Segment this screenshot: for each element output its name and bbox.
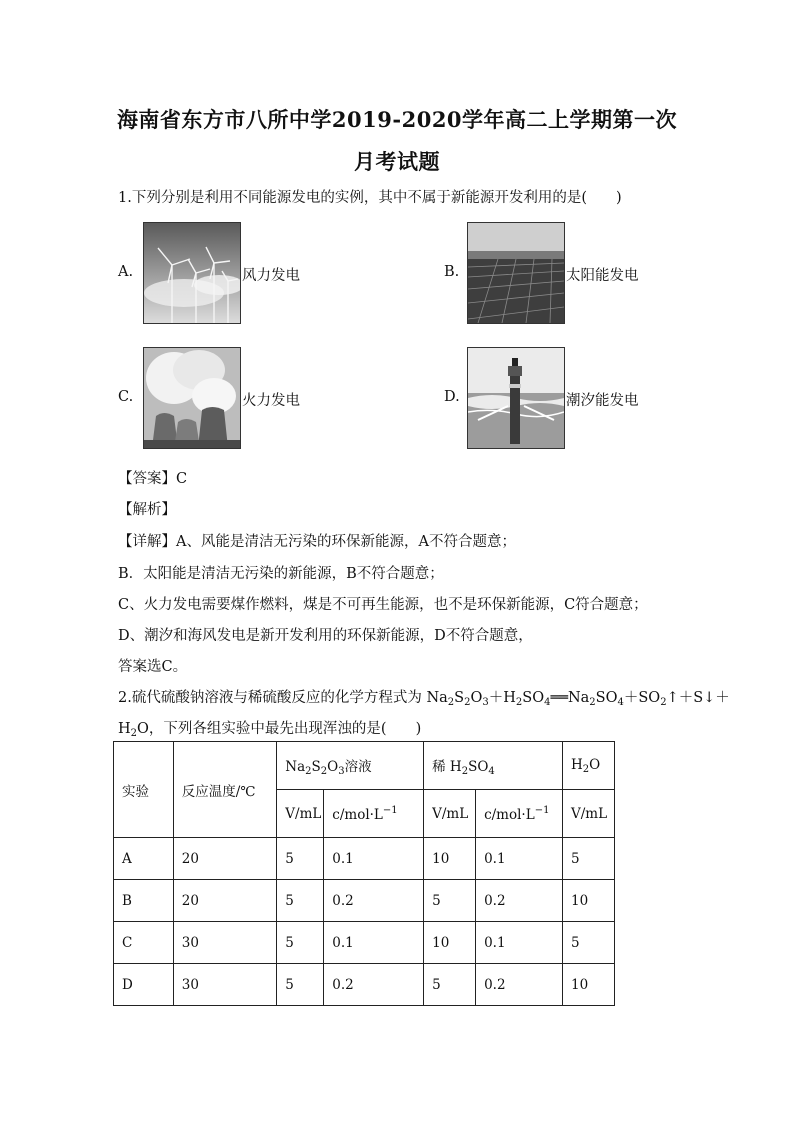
conc-unit-exponent: −1 [382, 804, 398, 816]
cell-water-volume: 5 [563, 922, 615, 964]
q1-option-d-label: 潮汐能发电 [566, 393, 639, 409]
conc-unit: c/mol·L [332, 806, 383, 823]
table-row [114, 838, 615, 880]
tidal-tower-image [467, 347, 565, 449]
cell-h2so4-conc: 0.2 [476, 880, 563, 922]
cell-h2so4-volume: 10 [424, 922, 476, 964]
page-title-line2: 月考试题 [354, 149, 440, 174]
header-concentration [476, 790, 563, 838]
solar-panels-image [467, 222, 565, 324]
q1-stem: 1.下列分别是利用不同能源发电的实例，其中不属于新能源开发利用的是( ) [118, 190, 622, 206]
cell-water-volume: 10 [563, 880, 615, 922]
q1-analysis-line: D、潮汐和海风发电是新开发利用的环保新能源，D不符合题意， [118, 628, 533, 644]
header-concentration [324, 790, 424, 838]
cell-experiment: A [114, 838, 174, 880]
wind-turbines-image [143, 222, 241, 324]
q1-analysis-line: 答案选C。 [118, 659, 188, 675]
cell-na2s2o3-conc: 0.2 [324, 880, 424, 922]
q2-stem-line2 [118, 717, 421, 739]
cell-na2s2o3-conc: 0.2 [324, 964, 424, 1006]
cell-temperature: 30 [173, 964, 277, 1006]
cell-h2so4-conc: 0.1 [476, 838, 563, 880]
conc-unit: c/mol·L [484, 806, 535, 823]
cell-h2so4-volume: 10 [424, 838, 476, 880]
conc-unit-exponent: −1 [534, 804, 550, 816]
cell-na2s2o3-conc: 0.1 [324, 922, 424, 964]
cell-h2so4-volume: 5 [424, 880, 476, 922]
cell-h2so4-volume: 5 [424, 964, 476, 1006]
table-row [114, 922, 615, 964]
q1-option-d-letter: D. [444, 389, 460, 405]
header-dilute-h2so4: 稀 $H_2SO_4$ [424, 742, 563, 790]
cell-na2s2o3-volume: 5 [277, 838, 324, 880]
cell-h2so4-conc: 0.2 [476, 964, 563, 1006]
q1-option-a-label: 风力发电 [242, 268, 300, 284]
cell-na2s2o3-conc: 0.1 [324, 838, 424, 880]
header-experiment: 实验 [114, 742, 174, 838]
q1-analysis-line: 【详解】A、风能是清洁无污染的环保新能源，A不符合题意； [118, 534, 516, 550]
header-temperature: 反应温度/℃ [173, 742, 277, 838]
header-water: $H_2O$ [563, 742, 615, 790]
cell-h2so4-conc: 0.1 [476, 922, 563, 964]
q1-answer: 【答案】C [118, 471, 188, 487]
q2-stem-prefix: 2.硫代硫酸钠溶液与稀硫酸反应的化学方程式为 [118, 690, 427, 706]
cell-temperature: 30 [173, 922, 277, 964]
cell-temperature: 20 [173, 880, 277, 922]
cell-water-volume: 10 [563, 964, 615, 1006]
cell-na2s2o3-volume: 5 [277, 922, 324, 964]
q1-option-b-letter: B. [444, 264, 460, 280]
cell-experiment: C [114, 922, 174, 964]
header-volume: V/mL [424, 790, 476, 838]
water-formula: $H_2O$ [118, 721, 149, 739]
q1-analysis-heading: 【解析】 [118, 502, 176, 518]
header-volume: V/mL [277, 790, 324, 838]
cooling-towers-image [143, 347, 241, 449]
cell-temperature: 20 [173, 838, 277, 880]
q1-option-a-letter: A. [118, 264, 134, 280]
q1-analysis-line: C、火力发电需要煤作燃料，煤是不可再生能源，也不是环保新能源，C符合题意； [118, 597, 648, 613]
table-row [114, 964, 615, 1006]
cell-na2s2o3-volume: 5 [277, 880, 324, 922]
q2-stem-line1 [118, 686, 730, 708]
cell-water-volume: 5 [563, 838, 615, 880]
cell-experiment: B [114, 880, 174, 922]
header-dilute-prefix: 稀 [432, 758, 450, 775]
experiment-table [113, 741, 615, 1006]
header-volume: V/mL [563, 790, 615, 838]
q1-option-b-label: 太阳能发电 [566, 268, 639, 284]
cell-na2s2o3-volume: 5 [277, 964, 324, 1006]
q1-analysis-line: B．太阳能是清洁无污染的新能源，B不符合题意； [118, 566, 444, 582]
q2-stem-suffix: ，下列各组实验中最先出现浑浊的是( ) [148, 721, 422, 737]
header-na2s2o3-solution: $Na_2S_2O_3$溶液 [277, 742, 424, 790]
page-title: 海南省东方市八所中学2019-2020学年高二上学期第一次 [116, 107, 678, 132]
q1-option-c-letter: C. [118, 389, 134, 405]
chemical-equation: $Na_2S_2O_3+H_2SO_4══Na_2SO_4+SO_2↑+S↓+$ [426, 690, 730, 708]
header-solution-suffix: 溶液 [344, 758, 372, 775]
cell-experiment: D [114, 964, 174, 1006]
q1-option-c-label: 火力发电 [242, 393, 300, 409]
table-row [114, 880, 615, 922]
